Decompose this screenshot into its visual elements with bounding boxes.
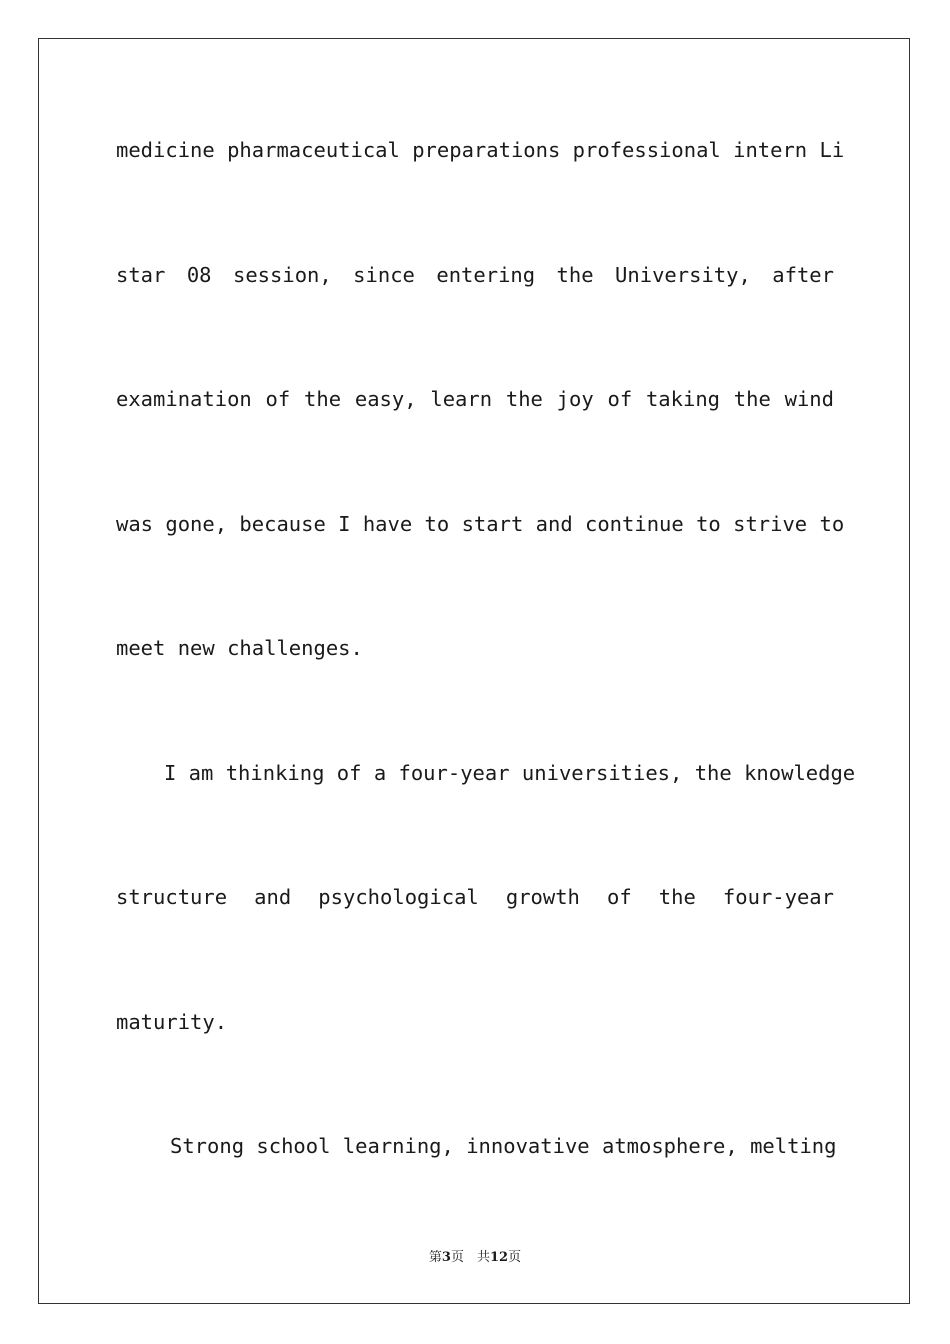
total-page-count: 12 (489, 1250, 509, 1265)
page-number-footer (0, 1246, 950, 1265)
text-line: meet new challenges. (116, 636, 363, 660)
text-line: was gone, because I have to start and continue to strive to (116, 512, 845, 536)
page-prefix: 第 (428, 1250, 442, 1265)
paragraph-first-line: I am thinking of a four-year universities, the knowledge (164, 761, 856, 785)
text-line: examination of the easy, learn the joy of taking the wind (116, 387, 834, 411)
page-mid: 页 共 (450, 1250, 490, 1265)
text-line: structure and psychological growth of the four-year (116, 885, 834, 909)
text-line: star 08 session, since entering the University, after (116, 263, 834, 287)
page-frame (38, 38, 910, 1304)
current-page-number: 3 (441, 1250, 451, 1265)
page-suffix: 页 (508, 1250, 522, 1265)
paragraph-first-line: Strong school learning, innovative atmosphere, melting (170, 1134, 837, 1158)
text-line: medicine pharmaceutical preparations professional intern Li (116, 138, 845, 162)
text-line: maturity. (116, 1010, 228, 1034)
